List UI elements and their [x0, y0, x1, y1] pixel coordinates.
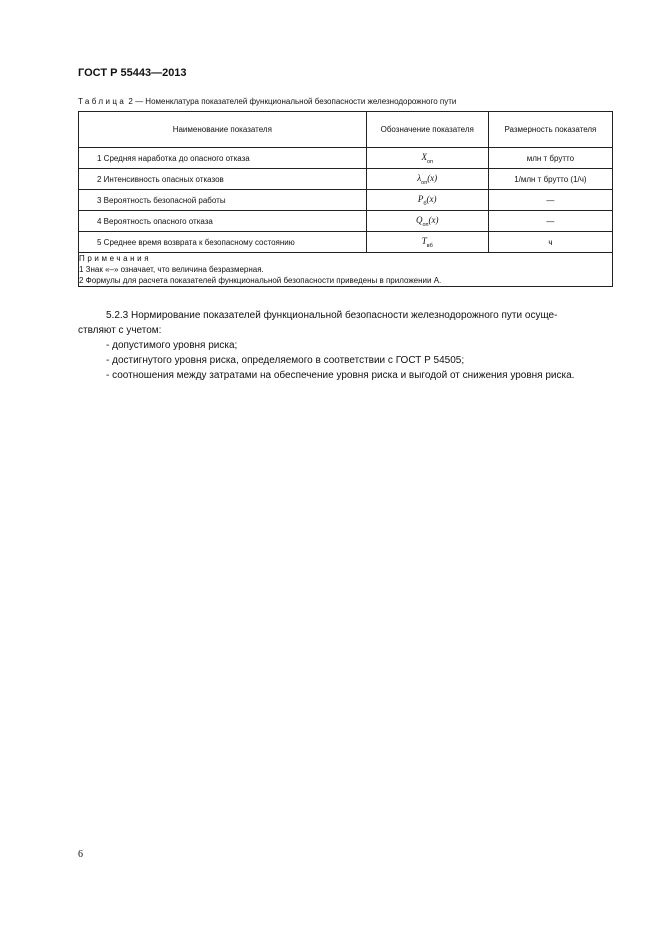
indicator-name: 2 Интенсивность опасных отказов [79, 169, 367, 190]
document-header: ГОСТ Р 55443—2013 [78, 67, 187, 79]
note-item: 2 Формулы для расчета показателей функциональной безопасности приведены в приложении А. [79, 276, 442, 285]
indicator-name: 1 Средняя наработка до опасного отказа [79, 148, 367, 169]
symbol-subscript: оп [421, 179, 428, 186]
column-header-unit: Размерность показателя [488, 112, 612, 148]
table-row [79, 190, 613, 211]
table-notes [79, 253, 613, 287]
symbol-argument: (x) [427, 172, 438, 183]
indicator-name: 4 Вероятность опасного отказа [79, 211, 367, 232]
symbol-subscript: оп [426, 158, 433, 165]
table-row [79, 232, 613, 253]
symbol-letter: Q [415, 214, 423, 225]
indicator-symbol [366, 169, 488, 190]
paragraph-line: 5.2.3 Нормирование показателей функциональной безопасности железнодорожного пути осуще- [106, 310, 558, 321]
indicator-symbol [366, 190, 488, 211]
list-item: - соотношения между затратами на обеспечение уровня риска и выгодой от снижения уровня риска. [106, 370, 575, 381]
indicator-unit: ч [488, 232, 612, 253]
table-caption-text: 2 — Номенклатура показателей функциональной безопасности железнодорожного пути [128, 97, 457, 106]
symbol-argument: (x) [428, 214, 439, 225]
indicator-symbol [366, 211, 488, 232]
table-row [79, 148, 613, 169]
indicator-symbol [366, 148, 488, 169]
body-text [78, 308, 618, 383]
indicators-table [78, 111, 613, 287]
table-notes-row [79, 253, 613, 287]
indicator-unit: млн т брутто [488, 148, 612, 169]
symbol-letter: T [421, 235, 427, 246]
symbol-letter: λ [417, 172, 422, 183]
symbol-subscript: вб [426, 242, 433, 249]
table-header-row [79, 112, 613, 148]
indicator-unit: 1/млн т брутто (1/ч) [488, 169, 612, 190]
column-header-symbol: Обозначение показателя [366, 112, 488, 148]
paragraph-line: ствляют с учетом: [78, 325, 162, 336]
note-item: 1 Знак «–» означает, что величина безразмерная. [79, 265, 264, 274]
notes-heading: Примечания [79, 254, 152, 263]
list-item: - достигнутого уровня риска, определяемого в соответствии с ГОСТ Р 54505; [106, 355, 465, 366]
page-number: 6 [78, 849, 83, 860]
table-row [79, 169, 613, 190]
indicator-unit: — [488, 190, 612, 211]
indicator-symbol [366, 232, 488, 253]
symbol-subscript: б [423, 200, 427, 207]
symbol-subscript: оп [422, 221, 429, 228]
indicator-name: 3 Вероятность безопасной работы [79, 190, 367, 211]
table-caption-word: Таблица [78, 97, 127, 106]
indicator-unit: — [488, 211, 612, 232]
table-caption [78, 97, 456, 106]
indicator-name: 5 Среднее время возврата к безопасному состоянию [79, 232, 367, 253]
symbol-letter: P [417, 193, 424, 204]
column-header-name: Наименование показателя [79, 112, 367, 148]
list-item: - допустимого уровня риска; [106, 340, 238, 351]
symbol-letter: X [421, 151, 427, 162]
symbol-argument: (x) [426, 193, 437, 204]
table-row [79, 211, 613, 232]
